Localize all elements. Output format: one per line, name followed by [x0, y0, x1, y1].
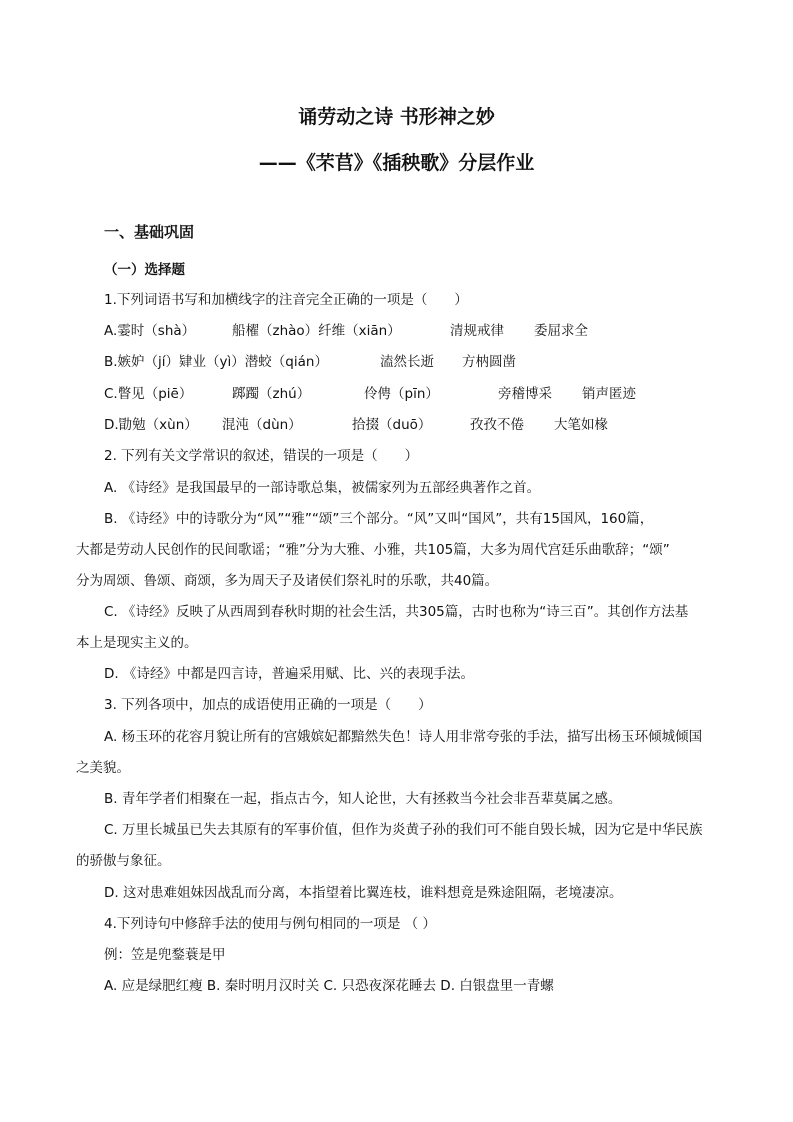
q1-b-part3: 方枘圆凿 [462, 354, 516, 370]
q1-option-c [104, 384, 704, 404]
q1-d-part3: 拾掇（duō） [352, 417, 432, 433]
q3-option-d: D. 这对患难姐妹因战乱而分离，本指望着比翼连枝，谁料想竟是殊途阻隔，老境凄凉。 [104, 885, 623, 901]
q1-option-a [104, 321, 704, 341]
section-heading-basic: 一、基础巩固 [104, 223, 195, 241]
q4-example: 例：笠是兜鍪蓑是甲 [104, 947, 226, 963]
q1-c-part4: 旁稽博采 [498, 386, 552, 402]
page-subtitle: ——《芣苢》《插秧歌》分层作业 [258, 152, 535, 174]
q1-c-part3: 伶俜（pīn） [364, 386, 439, 402]
q4-options: A. 应是绿肥红瘦 B. 秦时明月汉时关 C. 只恐夜深花睡去 D. 白银盘里一青螺 [104, 978, 554, 994]
q2-option-b-line2: 大都是劳动人民创作的民间歌谣；“雅”分为大雅、小雅，共105篇，大多为周代宫廷乐曲歌辞；“颂” [76, 542, 670, 558]
q3-stem: 3. 下列各项中，加点的成语使用正确的一项是（ ） [104, 697, 432, 713]
q1-option-d [104, 415, 704, 435]
q1-a-part4: 委屈求全 [534, 323, 588, 339]
q1-d-part2: 混沌（dùn） [222, 417, 302, 433]
q2-option-b-line3: 分为周颂、鲁颂、商颂，多为周天子及诸侯们祭礼时的乐歌，共40篇。 [76, 573, 499, 589]
q2-option-d: D. 《诗经》中都是四言诗，普遍采用赋、比、兴的表现手法。 [104, 666, 474, 682]
q3-option-a-line1: A. 杨玉环的花容月貌让所有的宫娥嫔妃都黯然失色！诗人用非常夸张的手法，描写出杨玉环倾城倾国 [104, 729, 703, 745]
q1-c-part5: 销声匿迹 [582, 386, 636, 402]
q2-option-c-line1: C. 《诗经》反映了从西周到春秋时期的社会生活，共305篇，古时也称为“诗三百”。其创作方法基 [104, 604, 689, 620]
q1-a-part2: 船櫂（zhào）纤维（xiān） [232, 323, 401, 339]
q2-stem: 2. 下列有关文学常识的叙述，错误的一项是（ ） [104, 448, 419, 464]
q1-c-part2: 踯躅（zhú） [232, 386, 311, 402]
q3-option-c-line2: 的骄傲与象征。 [76, 853, 171, 869]
q1-d-part1: D.勖勉（xùn） [104, 417, 198, 433]
q2-option-a: A. 《诗经》是我国最早的一部诗歌总集，被儒家列为五部经典著作之首。 [104, 480, 541, 496]
q3-option-b: B. 青年学者们相聚在一起，指点古今，知人论世，大有拯救当今社会非吾辈莫属之感。 [104, 791, 622, 807]
q1-a-part3: 清规戒律 [450, 323, 504, 339]
q1-d-part4: 孜孜不倦 [470, 417, 524, 433]
q1-a-part1: A.霎时（shà） [104, 323, 196, 339]
subsection-heading-choice: （一）选择题 [104, 262, 185, 278]
q1-stem: 1.下列词语书写和加横线字的注音完全正确的一项是（ ） [104, 292, 468, 308]
page-title: 诵劳动之诗 书形神之妙 [298, 106, 495, 128]
q2-option-c-line2: 本上是现实主义的。 [76, 635, 198, 651]
q1-option-b [104, 352, 704, 372]
q3-option-c-line1: C. 万里长城虽已失去其原有的军事价值，但作为炎黄子孙的我们可不能自毁长城，因为它是中华民族 [104, 822, 703, 838]
q3-option-a-line2: 之美貌。 [76, 760, 130, 776]
q1-b-part2: 溘然长逝 [380, 354, 434, 370]
q1-b-part1: B.嫉妒（jí）肄业（yì）潜蛟（qián） [104, 354, 328, 370]
q2-option-b-line1: B. 《诗经》中的诗歌分为“风”“雅”“颂”三个部分。“风”又叫“国风”，共有15国风，160篇， [104, 511, 654, 527]
q1-c-part1: C.瞥见（piē） [104, 386, 193, 402]
q1-d-part5: 大笔如椽 [554, 417, 608, 433]
q4-stem: 4.下列诗句中修辞手法的使用与例句相同的一项是 （ ） [104, 916, 436, 932]
